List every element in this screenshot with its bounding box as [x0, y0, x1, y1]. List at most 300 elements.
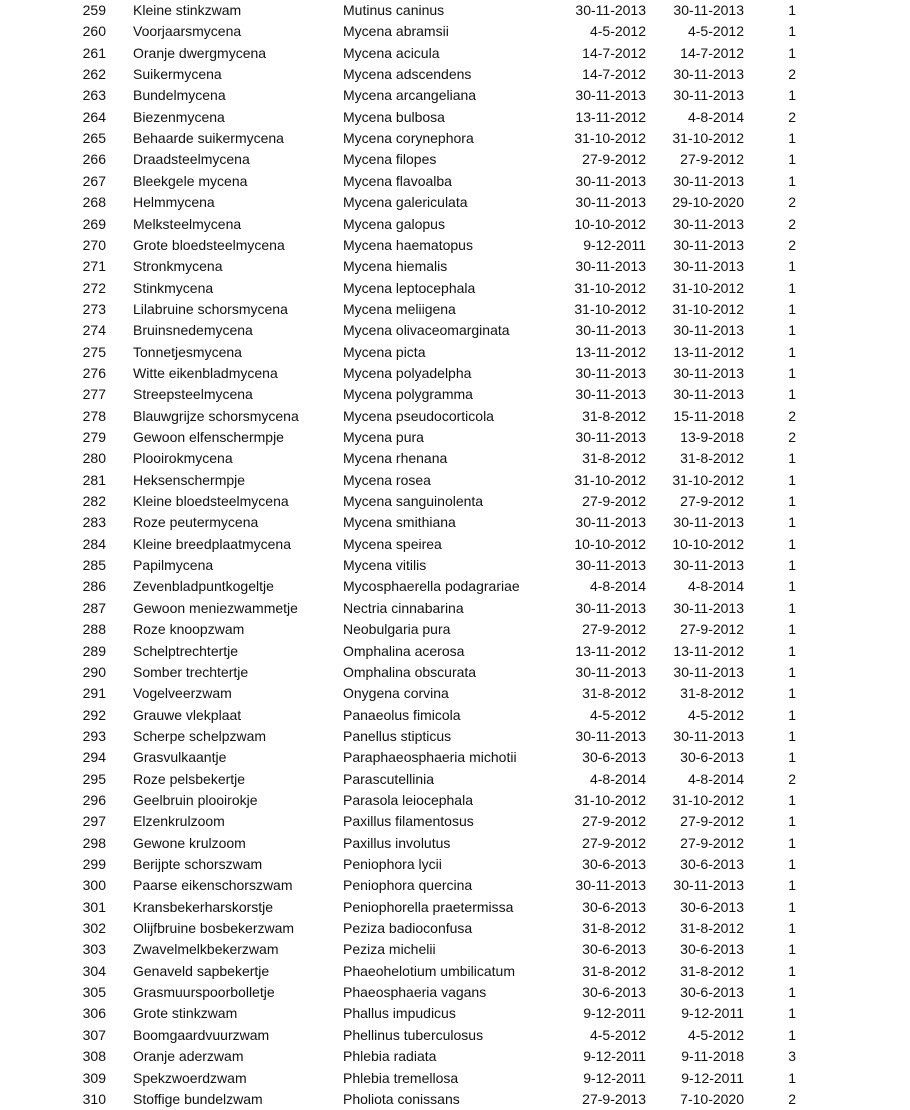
row-number: 268	[82, 194, 106, 211]
first-date: 30-11-2013	[575, 2, 646, 18]
observation-count: 2	[788, 407, 796, 424]
first-date: 9-12-2011	[583, 236, 646, 253]
dutch-name: Roze knoopzwam	[133, 621, 245, 638]
last-date: 30-11-2013	[673, 877, 744, 894]
first-date: 27-9-2012	[582, 621, 646, 638]
table-row	[0, 1068, 910, 1089]
observation-count: 1	[788, 856, 796, 872]
latin-name: Mycena flavoalba	[343, 172, 452, 189]
last-date: 30-11-2013	[673, 727, 744, 744]
observation-count: 1	[788, 493, 796, 510]
row-number: 290	[82, 663, 106, 680]
dutch-name: Stoffige bundelzwam	[133, 1090, 263, 1107]
observation-count: 1	[788, 898, 796, 915]
latin-name: Peziza michelii	[343, 941, 436, 958]
row-number: 280	[82, 450, 106, 467]
first-date: 30-11-2013	[575, 599, 646, 616]
row-number: 305	[82, 984, 106, 1001]
first-date: 9-12-2011	[583, 1069, 646, 1086]
observation-count: 1	[788, 962, 796, 979]
dutch-name: Bruinsnedemycena	[133, 322, 253, 339]
last-date: 31-10-2012	[672, 279, 744, 296]
row-number: 267	[82, 172, 106, 189]
dutch-name: Bundelmycena	[133, 87, 226, 104]
table-row	[0, 854, 910, 875]
row-number: 303	[82, 941, 106, 958]
observation-count: 1	[788, 44, 796, 61]
dutch-name: Oranje aderzwam	[133, 1048, 244, 1065]
last-date: 31-10-2012	[672, 130, 744, 147]
last-date: 30-11-2013	[673, 557, 744, 574]
table-row	[0, 64, 910, 85]
last-date: 30-11-2013	[673, 386, 744, 403]
first-date: 31-10-2012	[574, 791, 646, 808]
table-row	[0, 1046, 910, 1067]
table-row	[0, 790, 910, 811]
table-row	[0, 214, 910, 235]
observation-count: 1	[788, 877, 796, 894]
dutch-name: Zwavelmelkbekerzwam	[133, 941, 279, 958]
table-row	[0, 961, 910, 982]
latin-name: Parasola leiocephala	[343, 791, 473, 808]
latin-name: Peniophorella praetermissa	[343, 898, 514, 915]
last-date: 30-6-2013	[680, 898, 744, 915]
last-date: 27-9-2012	[680, 621, 744, 638]
table-row	[0, 256, 910, 277]
observation-count: 2	[788, 1090, 796, 1107]
first-date: 14-7-2012	[582, 66, 646, 83]
row-number: 286	[82, 578, 106, 595]
latin-name: Mycosphaerella podagrariae	[343, 578, 520, 595]
observation-count: 1	[788, 1026, 796, 1043]
latin-name: Mycena meliigena	[343, 300, 456, 317]
dutch-name: Scherpe schelpzwam	[133, 727, 267, 744]
dutch-name: Voorjaarsmycena	[133, 23, 242, 40]
observation-count: 2	[788, 236, 796, 253]
first-date: 10-10-2012	[574, 215, 646, 232]
latin-name: Mycena arcangeliana	[343, 87, 477, 104]
dutch-name: Berijpte schorszwam	[133, 856, 263, 872]
observation-count: 1	[788, 920, 796, 937]
first-date: 14-7-2012	[582, 44, 646, 61]
last-date: 9-11-2018	[681, 1048, 744, 1065]
latin-name: Omphalina obscurata	[343, 663, 477, 680]
table-row	[0, 0, 910, 21]
dutch-name: Grote bloedsteelmycena	[133, 236, 285, 253]
row-number: 262	[82, 66, 106, 83]
dutch-name: Kleine bloedsteelmycena	[133, 493, 289, 510]
dutch-name: Blauwgrijze schorsmycena	[133, 407, 299, 424]
table-row	[0, 705, 910, 726]
table-row	[0, 512, 910, 533]
first-date: 31-10-2012	[574, 279, 646, 296]
dutch-name: Lilabruine schorsmycena	[133, 300, 288, 317]
first-date: 30-6-2013	[582, 856, 646, 872]
observation-count: 1	[788, 386, 796, 403]
last-date: 9-12-2011	[681, 1069, 744, 1086]
row-number: 308	[82, 1048, 106, 1065]
dutch-name: Roze peutermycena	[133, 514, 259, 531]
latin-name: Mycena bulbosa	[343, 108, 445, 125]
latin-name: Phaeohelotium umbilicatum	[343, 962, 515, 979]
latin-name: Omphalina acerosa	[343, 642, 465, 659]
latin-name: Mycena polyadelpha	[343, 364, 472, 381]
latin-name: Paxillus filamentosus	[343, 813, 474, 830]
observation-count: 2	[788, 770, 796, 787]
row-number: 285	[82, 557, 106, 574]
first-date: 30-11-2013	[575, 172, 646, 189]
last-date: 7-10-2020	[680, 1090, 744, 1107]
row-number: 304	[82, 962, 106, 979]
dutch-name: Boomgaardvuurzwam	[133, 1026, 270, 1043]
table-row	[0, 1025, 910, 1046]
last-date: 30-11-2013	[673, 87, 744, 104]
latin-name: Mycena corynephora	[343, 130, 474, 147]
dutch-name: Gewone krulzoom	[133, 834, 246, 851]
latin-name: Mycena sanguinolenta	[343, 493, 484, 510]
latin-name: Peniophora quercina	[343, 877, 473, 894]
dutch-name: Stronkmycena	[133, 258, 223, 275]
dutch-name: Oranje dwergmycena	[133, 44, 267, 61]
last-date: 31-10-2012	[672, 471, 744, 488]
first-date: 13-11-2012	[575, 642, 646, 659]
table-row	[0, 278, 910, 299]
first-date: 30-6-2013	[582, 984, 646, 1001]
table-row	[0, 641, 910, 662]
table-row	[0, 43, 910, 64]
latin-name: Mycena rhenana	[343, 450, 448, 467]
first-date: 31-10-2012	[574, 471, 646, 488]
last-date: 30-11-2013	[673, 514, 744, 531]
latin-name: Mycena picta	[343, 343, 426, 360]
dutch-name: Schelptrechtertje	[133, 642, 239, 659]
dutch-name: Grote stinkzwam	[133, 1005, 238, 1022]
last-date: 13-9-2018	[680, 429, 744, 445]
dutch-name: Paarse eikenschorszwam	[133, 877, 293, 894]
table-row	[0, 897, 910, 918]
last-date: 4-5-2012	[687, 706, 744, 723]
observation-count: 1	[788, 685, 796, 702]
first-date: 30-11-2013	[575, 877, 646, 894]
table-row	[0, 875, 910, 896]
first-date: 13-11-2012	[575, 343, 646, 360]
dutch-name: Bleekgele mycena	[133, 172, 248, 189]
observation-count: 1	[788, 535, 796, 552]
observation-count: 1	[788, 471, 796, 488]
last-date: 30-11-2013	[673, 258, 744, 275]
observation-count: 1	[788, 706, 796, 723]
last-date: 13-11-2012	[673, 343, 744, 360]
first-date: 30-11-2013	[575, 87, 646, 104]
latin-name: Peniophora lycii	[343, 856, 442, 872]
last-date: 4-5-2012	[687, 1026, 744, 1043]
first-date: 31-10-2012	[574, 300, 646, 317]
observation-count: 1	[788, 343, 796, 360]
first-date: 30-11-2013	[575, 386, 646, 403]
latin-name: Phlebia radiata	[343, 1048, 437, 1065]
latin-name: Mycena polygramma	[343, 386, 473, 403]
table-row	[0, 342, 910, 363]
last-date: 30-11-2013	[673, 172, 744, 189]
table-row	[0, 128, 910, 149]
observation-count: 1	[788, 557, 796, 574]
table-row	[0, 726, 910, 747]
dutch-name: Heksenschermpje	[133, 471, 246, 488]
observation-count: 1	[788, 578, 796, 595]
table-row	[0, 107, 910, 128]
last-date: 30-6-2013	[680, 856, 744, 872]
table-row	[0, 683, 910, 704]
dutch-name: Kleine breedplaatmycena	[133, 535, 291, 552]
latin-name: Mycena filopes	[343, 151, 437, 168]
table-row	[0, 939, 910, 960]
first-date: 30-6-2013	[582, 749, 646, 766]
first-date: 4-5-2012	[589, 706, 646, 723]
observation-count: 2	[788, 215, 796, 232]
row-number: 275	[82, 343, 106, 360]
dutch-name: Roze pelsbekertje	[133, 770, 246, 787]
first-date: 30-11-2013	[575, 194, 646, 211]
dutch-name: Elzenkrulzoom	[133, 813, 225, 830]
first-date: 30-6-2013	[582, 941, 646, 958]
row-number: 283	[82, 514, 106, 531]
latin-name: Phlebia tremellosa	[343, 1069, 459, 1086]
table-row	[0, 21, 910, 42]
observation-count: 1	[788, 300, 796, 317]
latin-name: Panaeolus fimicola	[343, 706, 461, 723]
first-date: 30-6-2013	[582, 898, 646, 915]
observation-count: 1	[788, 364, 796, 381]
observation-count: 1	[788, 834, 796, 851]
row-number: 281	[82, 471, 106, 488]
row-number: 306	[82, 1005, 106, 1022]
last-date: 4-8-2014	[687, 578, 744, 595]
last-date: 30-11-2013	[673, 236, 744, 253]
first-date: 30-11-2013	[575, 663, 646, 680]
table-row	[0, 576, 910, 597]
row-number: 294	[82, 749, 106, 766]
observation-count: 1	[788, 984, 796, 1001]
latin-name: Paxillus involutus	[343, 834, 451, 851]
latin-name: Phellinus tuberculosus	[343, 1026, 484, 1043]
observation-count: 1	[788, 514, 796, 531]
dutch-name: Streepsteelmycena	[133, 386, 253, 403]
latin-name: Mycena adscendens	[343, 66, 472, 83]
table-row	[0, 384, 910, 405]
table-row	[0, 192, 910, 213]
row-number: 274	[82, 322, 106, 339]
last-date: 30-6-2013	[680, 941, 744, 958]
row-number: 269	[82, 215, 106, 232]
last-date: 15-11-2018	[673, 407, 744, 424]
first-date: 31-8-2012	[582, 450, 646, 467]
row-number: 263	[82, 87, 106, 104]
row-number: 293	[82, 727, 106, 744]
latin-name: Mycena pseudocorticola	[343, 407, 494, 424]
latin-name: Mycena rosea	[343, 471, 431, 488]
observation-count: 1	[788, 791, 796, 808]
latin-name: Mycena hiemalis	[343, 258, 448, 275]
row-number: 282	[82, 493, 106, 510]
last-date: 31-8-2012	[680, 685, 744, 702]
observation-count: 1	[788, 2, 796, 18]
row-number: 287	[82, 599, 106, 616]
first-date: 9-12-2011	[583, 1048, 646, 1065]
last-date: 27-9-2012	[680, 834, 744, 851]
table-row	[0, 534, 910, 555]
first-date: 31-8-2012	[582, 962, 646, 979]
row-number: 289	[82, 642, 106, 659]
last-date: 30-11-2013	[673, 364, 744, 381]
first-date: 27-9-2012	[582, 834, 646, 851]
observation-count: 1	[788, 749, 796, 766]
last-date: 4-5-2012	[687, 23, 744, 40]
row-number: 259	[82, 2, 106, 18]
row-number: 295	[82, 770, 106, 787]
last-date: 27-9-2012	[680, 813, 744, 830]
first-date: 31-8-2012	[582, 407, 646, 424]
latin-name: Panellus stipticus	[343, 727, 452, 744]
table-row	[0, 619, 910, 640]
table-row	[0, 85, 910, 106]
row-number: 265	[82, 130, 106, 147]
row-number: 288	[82, 621, 106, 638]
dutch-name: Kransbekerharskorstje	[133, 898, 274, 915]
row-number: 260	[82, 23, 106, 40]
dutch-name: Grasvulkaantje	[133, 749, 227, 766]
observation-count: 1	[788, 599, 796, 616]
observation-count: 1	[788, 130, 796, 147]
last-date: 30-11-2013	[673, 322, 744, 339]
last-date: 30-11-2013	[673, 66, 744, 83]
latin-name: Mycena olivaceomarginata	[343, 322, 510, 339]
observation-count: 2	[788, 108, 796, 125]
table-row	[0, 406, 910, 427]
observation-count: 1	[788, 621, 796, 638]
table-row	[0, 1003, 910, 1024]
row-number: 296	[82, 791, 106, 808]
latin-name: Mycena abramsii	[343, 23, 449, 40]
row-number: 272	[82, 279, 106, 296]
last-date: 10-10-2012	[672, 535, 744, 552]
first-date: 27-9-2013	[582, 1090, 646, 1107]
latin-name: Mycena acicula	[343, 44, 440, 61]
dutch-name: Grauwe vlekplaat	[133, 706, 242, 723]
table-row	[0, 982, 910, 1003]
observation-count: 1	[788, 663, 796, 680]
dutch-name: Somber trechtertje	[133, 663, 249, 680]
dutch-name: Spekzwoerdzwam	[133, 1069, 247, 1086]
dutch-name: Gewoon elfenschermpje	[133, 429, 284, 445]
row-number: 298	[82, 834, 106, 851]
observation-count: 1	[788, 87, 796, 104]
latin-name: Phaeosphaeria vagans	[343, 984, 487, 1001]
observation-count: 1	[788, 23, 796, 40]
table-row	[0, 918, 910, 939]
observation-count: 1	[788, 727, 796, 744]
table-row	[0, 491, 910, 512]
observation-count: 2	[788, 194, 796, 211]
latin-name: Mycena speirea	[343, 535, 442, 552]
dutch-name: Suikermycena	[133, 66, 222, 83]
row-number: 302	[82, 920, 106, 937]
dutch-name: Zevenbladpuntkogeltje	[133, 578, 274, 595]
first-date: 30-11-2013	[575, 322, 646, 339]
table-row	[0, 427, 910, 448]
latin-name: Mycena pura	[343, 429, 424, 445]
dutch-name: Olijfbruine bosbekerzwam	[133, 920, 295, 937]
dutch-name: Papilmycena	[133, 557, 214, 574]
row-number: 299	[82, 856, 106, 872]
first-date: 30-11-2013	[575, 557, 646, 574]
dutch-name: Grasmuurspoorbolletje	[133, 984, 275, 1001]
last-date: 30-11-2013	[673, 215, 744, 232]
row-number: 266	[82, 151, 106, 168]
row-number: 278	[82, 407, 106, 424]
last-date: 29-10-2020	[672, 194, 744, 211]
last-date: 27-9-2012	[680, 151, 744, 168]
table-row	[0, 320, 910, 341]
dutch-name: Tonnetjesmycena	[133, 343, 242, 360]
row-number: 279	[82, 429, 106, 445]
last-date: 30-11-2013	[673, 599, 744, 616]
first-date: 30-11-2013	[575, 364, 646, 381]
dutch-name: Melksteelmycena	[133, 215, 242, 232]
observation-count: 1	[788, 322, 796, 339]
last-date: 31-10-2012	[672, 791, 744, 808]
row-number: 310	[82, 1090, 106, 1107]
observation-count: 1	[788, 813, 796, 830]
last-date: 30-11-2013	[673, 2, 744, 18]
dutch-name: Kleine stinkzwam	[133, 2, 242, 18]
observation-count: 1	[788, 450, 796, 467]
observation-count: 1	[788, 151, 796, 168]
row-number: 271	[82, 258, 106, 275]
dutch-name: Draadsteelmycena	[133, 151, 250, 168]
table-row	[0, 555, 910, 576]
first-date: 27-9-2012	[582, 493, 646, 510]
latin-name: Mycena haematopus	[343, 236, 473, 253]
last-date: 31-8-2012	[680, 450, 744, 467]
last-date: 27-9-2012	[680, 493, 744, 510]
row-number: 273	[82, 300, 106, 317]
dutch-name: Witte eikenbladmycena	[133, 364, 278, 381]
first-date: 4-8-2014	[589, 770, 646, 787]
observation-count: 1	[788, 279, 796, 296]
observation-count: 1	[788, 1069, 796, 1086]
observation-count: 1	[788, 642, 796, 659]
first-date: 30-11-2013	[575, 727, 646, 744]
dutch-name: Plooirokmycena	[133, 450, 233, 467]
latin-name: Mycena galopus	[343, 215, 445, 232]
first-date: 4-5-2012	[589, 23, 646, 40]
row-number: 276	[82, 364, 106, 381]
observation-count: 2	[788, 429, 796, 445]
observation-count: 1	[788, 258, 796, 275]
last-date: 14-7-2012	[680, 44, 744, 61]
last-date: 30-6-2013	[680, 749, 744, 766]
table-row	[0, 769, 910, 790]
first-date: 10-10-2012	[574, 535, 646, 552]
first-date: 31-8-2012	[582, 920, 646, 937]
row-number: 264	[82, 108, 106, 125]
table-row	[0, 235, 910, 256]
latin-name: Pholiota conissans	[343, 1090, 460, 1107]
latin-name: Mycena vitilis	[343, 557, 427, 574]
dutch-name: Biezenmycena	[133, 108, 225, 125]
latin-name: Onygena corvina	[343, 685, 449, 702]
table-row	[0, 747, 910, 768]
